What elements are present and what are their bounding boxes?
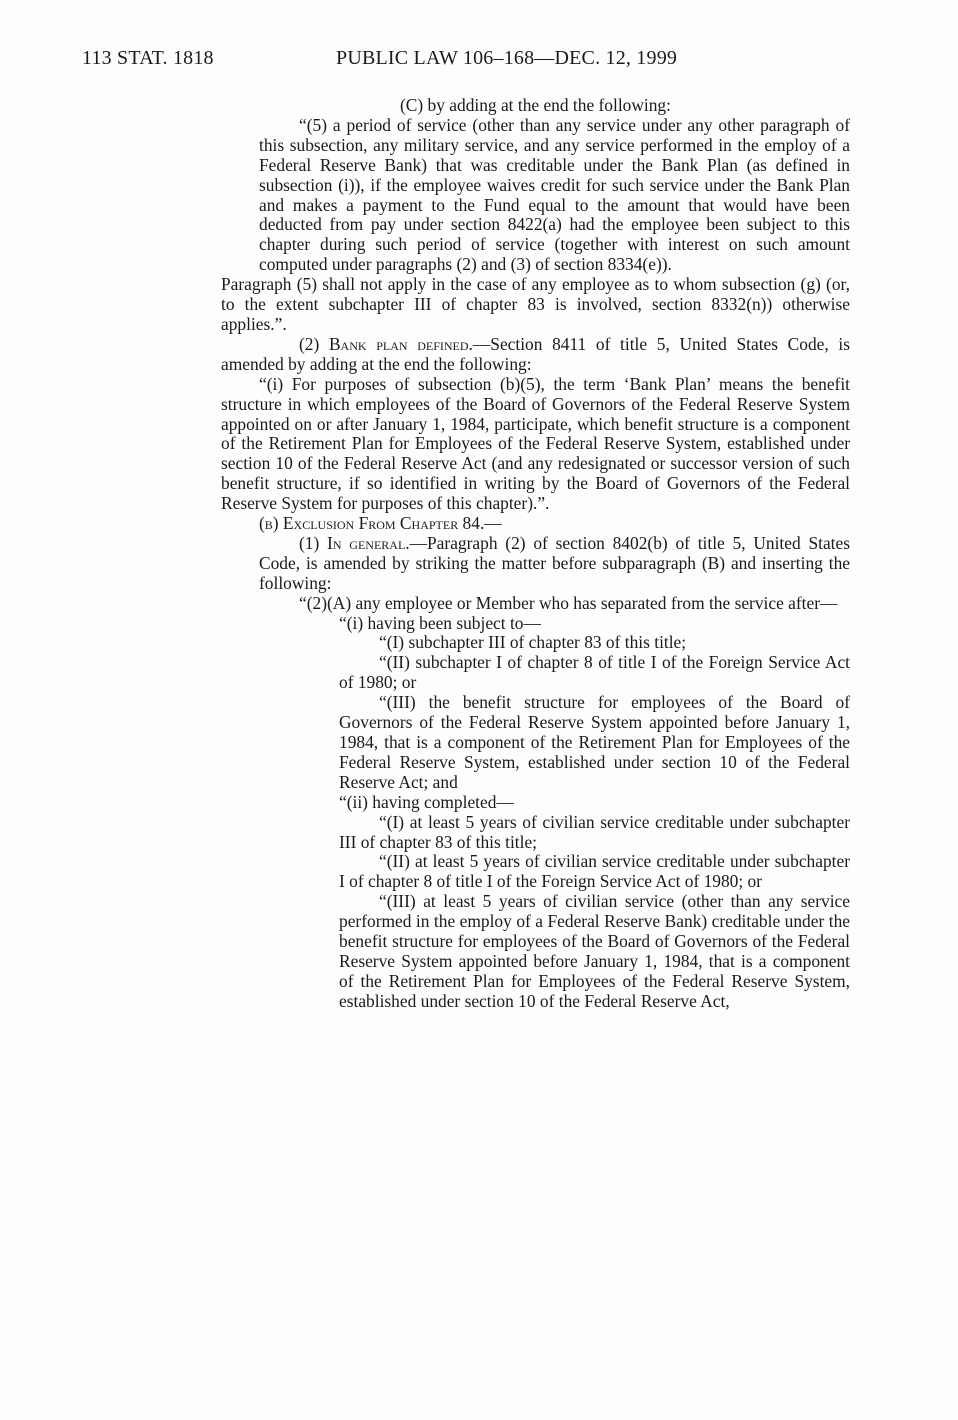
- item-ii: [221, 793, 850, 813]
- text: “(5) a period of service (other than any service under any other paragraph of this subsection, any military service, and any service performed in the employ of a Federal Reserve Bank) that was creditable under the Bank Plan (as defined in subsection (i)), if the employee waives credit for such service under the Bank Plan and makes a payment to the Fund equal to the amount that would have been deducted from pay under section 8422(a) had the employee been subject to this chapter during such period of service (together with interest on such amount computed under paragraphs (2) and (3) of section 8334(e)).: [259, 114, 850, 275]
- item-ii-I: [221, 813, 850, 853]
- public-law-title: PUBLIC LAW 106–168—DEC. 12, 1999: [336, 47, 678, 69]
- heading: (1) In general.: [299, 532, 410, 553]
- item-i-III: [221, 693, 850, 793]
- paragraph-5: [221, 116, 850, 275]
- item-ii-III: [221, 892, 850, 1011]
- paragraph-c-adding: [221, 96, 850, 116]
- item-i-II: [221, 653, 850, 693]
- text: “(III) at least 5 years of civilian service (other than any service performed in the employ of a Federal Reserve Bank) creditable under the benefit structure for employees of the Board of Governors of the Federal Reserve System appointed before January 1, 1984, that is a component of the Retirement Plan for Employees of the Federal Reserve System, established under section 10 of the Federal Reserve Act,: [339, 891, 850, 1011]
- paragraph-bank-plan-defined: [221, 335, 850, 375]
- text: Paragraph (5) shall not apply in the case of any employee as to whom subsection (g) (or, to the extent subchapter III of chapter 83 is involved, section 8332(n)) otherwise applies.”.: [221, 274, 850, 334]
- text: “(ii) having completed—: [339, 791, 514, 812]
- subsection-i: [221, 375, 850, 514]
- item-i: [221, 614, 850, 634]
- text: “(2)(A) any employee or Member who has separated from the service after—: [299, 592, 838, 613]
- text: “(II) subchapter I of chapter 8 of title I of the Foreign Service Act of 1980; or: [339, 652, 850, 693]
- paragraph-2a: [221, 594, 850, 614]
- text: “(I) at least 5 years of civilian service creditable under subchapter III of chapter 83 of this title;: [339, 811, 850, 852]
- paragraph-5-tail: [221, 275, 850, 335]
- text: (C) by adding at the end the following:: [400, 95, 671, 115]
- text: “(i) For purposes of subsection (b)(5), the term ‘Bank Plan’ means the benefit structure in which employees of the Board of Governors of the Federal Reserve System appointed on or after January 1, 1984, participate, which benefit structure is a component of the Retirement Plan for Employees of the Federal Reserve System, established under section 10 of the Federal Reserve Act (and any redesignated or successor version of such benefit structure, if so identified in writing by the Board of Governors of the Federal Reserve System for purposes of this chapter).”.: [221, 373, 850, 514]
- text: —Section 8411 of title 5, United States Code, is amended by adding at the end the following:: [221, 333, 850, 374]
- item-i-I: [221, 633, 850, 653]
- text: “(I) subchapter III of chapter 83 of this title;: [379, 632, 687, 653]
- exclusion-heading: [221, 514, 850, 534]
- document-body: [221, 96, 850, 1012]
- text: “(i) having been subject to—: [339, 612, 541, 633]
- text: —Paragraph (2) of section 8402(b) of title 5, United States Code, is amended by striking the matter before subparagraph (B) and inserting the following:: [259, 532, 850, 593]
- text: “(III) the benefit structure for employees of the Board of Governors of the Federal Reserve System appointed before January 1, 1984, that is a component of the Retirement Plan for Employees of the Federal Reserve System, established under section 10 of the Federal Reserve Act; and: [339, 692, 850, 792]
- text: “(II) at least 5 years of civilian service creditable under subchapter I of chapter 8 of title I of the Foreign Service Act of 1980; or: [339, 851, 850, 892]
- page-header: [82, 47, 782, 73]
- statute-citation: 113 STAT. 1818: [82, 47, 214, 69]
- heading: (2) Bank plan defined.: [299, 333, 473, 354]
- paragraph-in-general: [221, 534, 850, 594]
- heading: (b) Exclusion From Chapter 84.—: [259, 513, 502, 534]
- item-ii-II: [221, 852, 850, 892]
